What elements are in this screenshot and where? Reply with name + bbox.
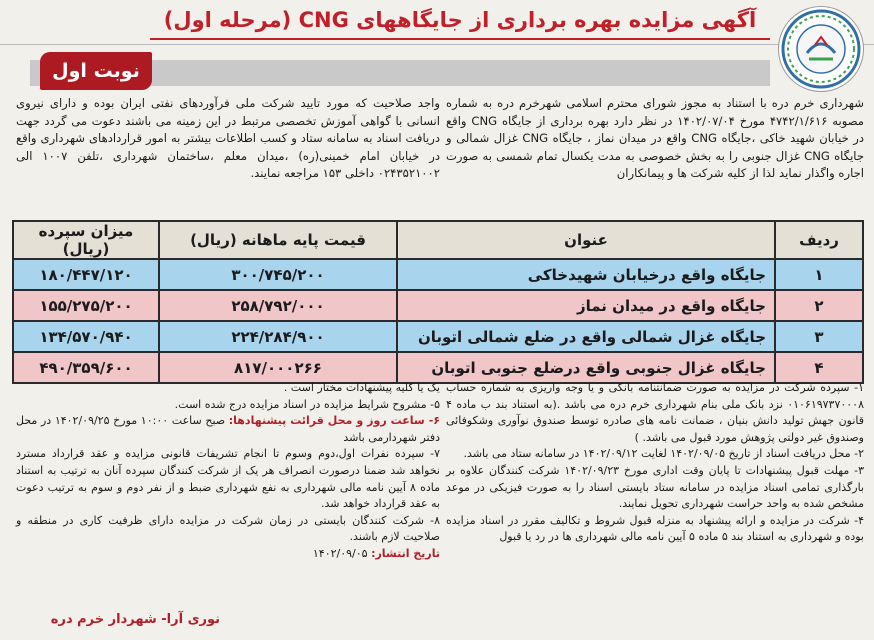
table-row (13, 352, 863, 383)
row-deposit: ۴۹۰/۳۵۹/۶۰۰ (13, 352, 159, 383)
term-item (16, 413, 440, 446)
publish-line (16, 546, 440, 563)
row-base-price: ۲۲۴/۲۸۴/۹۰۰ (159, 321, 397, 352)
municipality-logo (778, 6, 864, 92)
row-number: ۳ (775, 321, 863, 352)
municipality-logo-icon (779, 7, 863, 91)
col-header-row-number: ردیف (775, 221, 863, 259)
row-number: ۱ (775, 259, 863, 290)
term-item: ۴- شرکت در مزایده و ارائه پیشنهاد به منزله قبول شروط و تکالیف مقرر در اسناد مزایده بوده و شهرداری به استناد بند ۵ ماده ۵ آیین نامه مالی شهرداری ها در رد یا قبول (446, 513, 864, 544)
row-title: جایگاه غزال شمالی واقع در ضلع شمالی اتوبان (397, 321, 775, 352)
terms-left-column (16, 380, 440, 563)
term-text: صبح ساعت ۱۰:۰۰ مورخ ۱۴۰۲/۰۹/۲۵ در محل دفتر شهردارمی باشد (16, 414, 440, 444)
table-row (13, 321, 863, 352)
publish-date: ۱۴۰۲/۰۹/۰۵ (312, 546, 368, 560)
stations-table (12, 220, 864, 384)
row-title: جایگاه واقع درخیابان شهیدخاکی (397, 259, 775, 290)
row-deposit: ۱۵۵/۲۷۵/۲۰۰ (13, 290, 159, 321)
title-underline (150, 38, 770, 40)
top-divider (0, 44, 874, 45)
row-deposit: ۱۳۴/۵۷۰/۹۴۰ (13, 321, 159, 352)
row-number: ۲ (775, 290, 863, 321)
row-number: ۴ (775, 352, 863, 383)
row-base-price: ۳۰۰/۷۴۵/۲۰۰ (159, 259, 397, 290)
col-header-title: عنوان (397, 221, 775, 259)
table-header-row (13, 221, 863, 259)
row-deposit: ۱۸۰/۴۴۷/۱۲۰ (13, 259, 159, 290)
intro-paragraph-left: واجد صلاحیت که مورد تایید شرکت ملی فرآوردهای نفتی ایران بوده و دارای نیروی انسانی با گواهی آموزش تخصصی مرتبط در این زمینه می باشند دعوت می گردد جهت دریافت اسناد به سامانه ستاد و کسب اطلاعات بیشتر به امور قراردادهای شهرداری واقع در خیابان امام خمینی(ره) ،میدان معلم ،ساختمان شهرداری ،تلفن ۱۰۰۷ الی ۰۲۴۳۵۲۱۰۰۲ داخلی ۱۵۳ مراجعه نمایند. (16, 96, 440, 181)
table-row (13, 290, 863, 321)
signature: نوری آرا- شهردار خرم دره (50, 612, 220, 627)
publish-label: تاریخ انتشار: (371, 546, 440, 560)
row-title: جایگاه واقع در میدان نماز (397, 290, 775, 321)
term-item: ۸- شرکت کنندگان بایستی در زمان شرکت در مزایده دارای ظرفیت کاری در منطقه و صلاحیت لازم باشند. (16, 513, 440, 544)
term-item: ۳- مهلت قبول پیشنهادات تا پایان وقت اداری مورخ ۱۴۰۲/۰۹/۲۳ شرکت کنندگان علاوه بر بارگذاری تمامی اسناد مزایده در سامانه ستاد بایستی اسناد را به صورت فیزیکی در موعد مشخص شده به واحد حراست شهرداری تحویل نمایند. (446, 463, 864, 511)
row-title: جایگاه غزال جنوبی واقع درضلع جنوبی اتوبان (397, 352, 775, 383)
row-base-price: ۲۵۸/۷۹۲/۰۰۰ (159, 290, 397, 321)
col-header-deposit: میزان سپرده (ریال) (13, 221, 159, 259)
term-item: ۲- محل دریافت اسناد از تاریخ ۱۴۰۲/۰۹/۰۵ لغایت ۱۴۰۲/۰۹/۱۲ در سامانه ستاد می باشد. (463, 447, 864, 461)
term-item: ۷- سپرده نفرات اول،دوم وسوم تا انجام تشریفات قانونی مزایده و عقد قرارداد مسترد نخواهد شد ضمنا درصورت انصراف هر یک از شرکت کنندگان سپرده آنان به ترتیب به استناد ماده ۸ آیین نامه مالی شهرداری به نفع شهرداری ضبط و از نفر دوم و سوم به ترتیب دعوت به عقد قرارداد خواهد شد. (16, 447, 440, 511)
term-item: ۵- مشروح شرایط مزایده در اسناد مزایده درج شده است. (174, 397, 440, 411)
term-item: یک یا کلیه پیشنهادات مختار است . (283, 381, 440, 394)
page-title: آگهی مزایده بهره برداری از جایگاههای CNG (مرحله اول) (163, 8, 757, 32)
table-row (13, 259, 863, 290)
col-header-base-price: قیمت پایه ماهانه (ریال) (159, 221, 397, 259)
row-base-price: ۸۱۷/۰۰۰۲۶۶ (159, 352, 397, 383)
intro-paragraph-right: شهرداری خرم دره با استناد به مجوز شورای محترم اسلامی شهرخرم دره به شماره مصوبه ۴۷۴۲/۱/۶۱۶ مورخ ۱۴۰۲/۰۷/۰۴ در نظر دارد بهره برداری از جایگاه CNG واقع در خیابان شهید خاکی ،جایگاه CNG واقع در میدان نماز ، جایگاه CNG غزال شمالی و جایگاه CNG غزال جنوبی را به بخش خصوصی به مدت یکسال تمام شمسی به صورت اجاره واگذار نماید لذا از کلیه شرکت ها و پیمانکاران (446, 96, 865, 181)
terms-right-column (446, 380, 864, 546)
term-item: ۱- سپرده شرکت در مزایده به صورت ضمانتنامه بانکی و یا وجه واریزی به شماره حساب ۰۱۰۶۱۹۷۳۷۰۰۰۸ نزد بانک ملی بنام شهرداری خرم دره می باشد .(به استناد بند ب ماده ۴ قانون جهش تولید دانش بنیان ، ضمانت نامه های صادره توسط صندوق نوآوری وشکوفائی وصندوق غیر دولتی پژوهش مورد قبول می باشد. ) (446, 381, 864, 444)
term-highlight: ۶- ساعت روز و محل قرائت پیشنهادها: (228, 414, 440, 428)
round-badge: نوبت اول (40, 52, 152, 90)
